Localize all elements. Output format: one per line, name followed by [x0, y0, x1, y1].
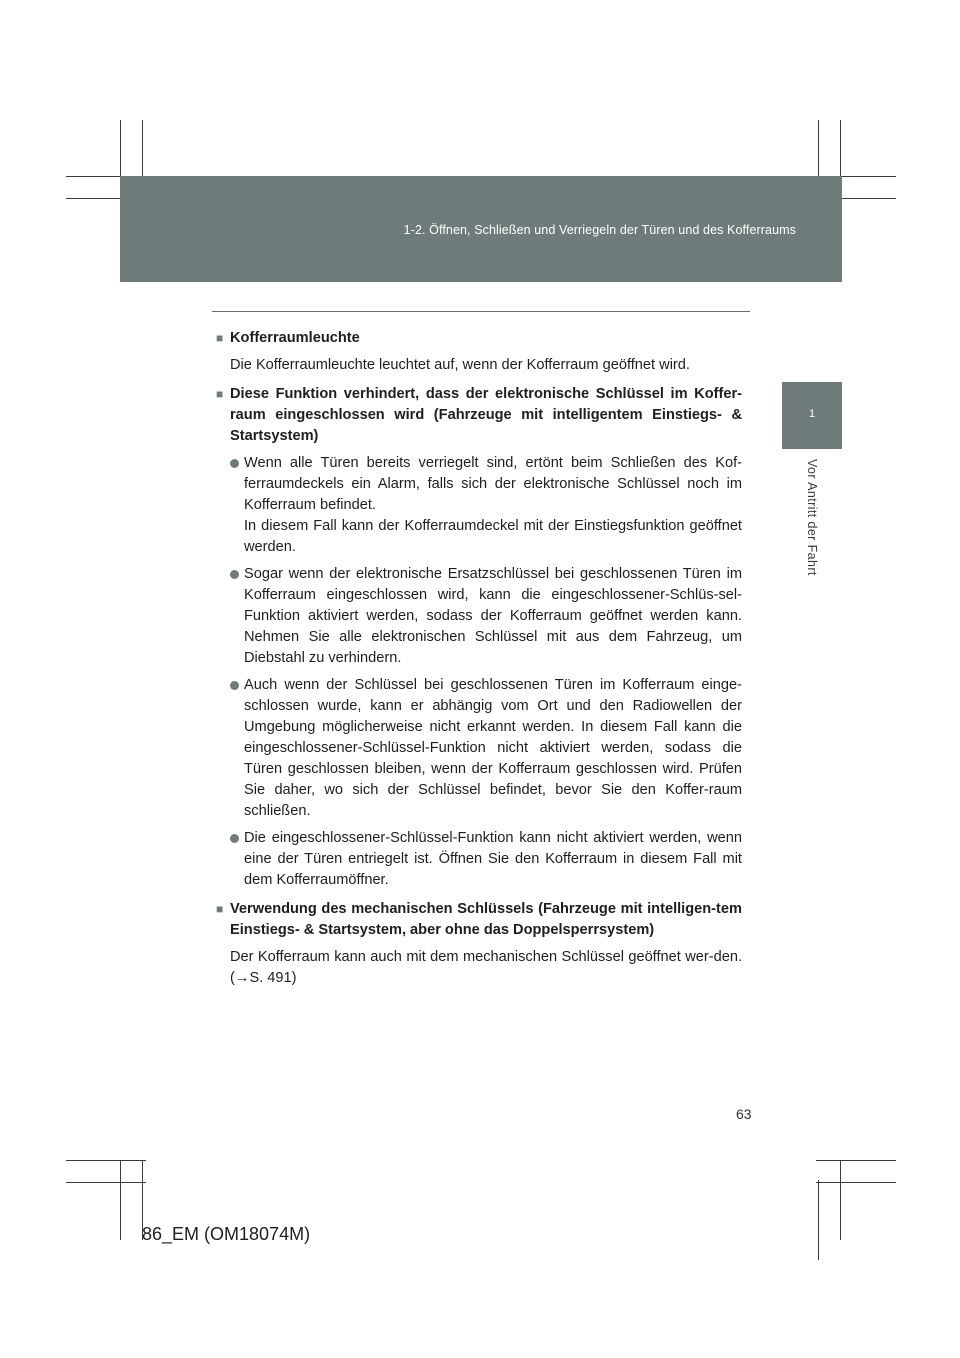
list-item: Wenn alle Türen bereits verriegelt sind, ertönt beim Schließen des Kof-ferraumdeckels ein Alarm, falls sich der elektronische Schlüssel noch im Kofferraum befindet. In diesem Fall kann der Kofferraumdeckel mit der Einstiegsfunktion geöffnet werden.: [230, 453, 742, 558]
top-rule: [212, 311, 750, 312]
square-bullet-icon: ■: [216, 902, 224, 916]
section-key-lockout-prevention: [216, 384, 742, 891]
section-paragraph: Der Kofferraum kann auch mit dem mechanischen Schlüssel geöffnet wer-den. (→S. 491): [230, 949, 742, 986]
crop-mark: [66, 1160, 146, 1161]
page-number: 63: [736, 1106, 752, 1122]
crop-mark: [120, 1160, 121, 1240]
crop-mark: [66, 1182, 146, 1183]
section-heading: ■ Verwendung des mechanischen Schlüssels (Fahrzeuge mit intelligen-tem Einstiegs- & Startsystem, aber ohne das Doppelsperrsystem): [216, 899, 742, 941]
page-content: [216, 328, 742, 997]
crop-mark: [816, 1160, 896, 1161]
section-heading: ■ Kofferraumleuchte: [216, 328, 742, 349]
round-bullet-icon: [230, 564, 244, 669]
chapter-number: 1: [808, 408, 816, 420]
list-item: Die eingeschlossener-Schlüssel-Funktion kann nicht aktiviert werden, wenn eine der Türen entriegelt ist. Öffnen Sie den Kofferraum in diesem Fall mit dem Kofferraumöffner.: [230, 828, 742, 891]
round-bullet-icon: [230, 828, 244, 891]
section-header-band: [120, 176, 842, 282]
section-paragraph: Die Kofferraumleuchte leuchtet auf, wenn der Kofferraum geöffnet wird.: [230, 357, 690, 373]
square-bullet-icon: ■: [216, 331, 224, 345]
square-bullet-icon: ■: [216, 387, 224, 401]
round-bullet-icon: [230, 453, 244, 558]
chapter-tab: [782, 382, 842, 449]
list-item: Sogar wenn der elektronische Ersatzschlüssel bei geschlossenen Türen im Kofferraum eingeschlossen wird, kann die eingeschlossener-Schlüs-sel-Funktion aktiviert werden, sodass der Kofferraum geöffnet werden kann. Nehmen Sie alle elektronischen Schlüssel mit aus dem Fahrzeug, um Diebstahl zu verhindern.: [230, 564, 742, 669]
section-mechanical-key: [216, 899, 742, 989]
crop-mark: [816, 1182, 896, 1183]
crop-mark: [840, 1160, 841, 1240]
section-title: 1-2. Öffnen, Schließen und Verriegeln der Türen und des Kofferraums: [403, 223, 796, 237]
footer-document-code: 86_EM (OM18074M): [142, 1224, 311, 1244]
chapter-title: Vor Antritt der Fahrt: [805, 459, 819, 576]
section-heading: ■ Diese Funktion verhindert, dass der elektronische Schlüssel im Koffer-raum eingeschlossen wird (Fahrzeuge mit intelligentem Einstiegs- & Startsystem): [216, 384, 742, 447]
round-bullet-icon: [230, 675, 244, 822]
list-item: Auch wenn der Schlüssel bei geschlossenen Türen im Kofferraum einge-schlossen wurde, kann er abhängig vom Ort und den Radiowellen der Umgebung möglicherweise nicht erkannt werden. In diesem Fall kann die eingeschlossener-Schlüssel-Funktion nicht aktiviert werden, sodass die Türen geschlossen bleiben, wenn der Kofferraum geschlossen wird. Prüfen Sie daher, wo sich der Schlüssel befindet, bevor Sie den Koffer-raum schließen.: [230, 675, 742, 822]
crop-mark: [818, 1180, 819, 1260]
section-trunk-light: [216, 328, 742, 376]
